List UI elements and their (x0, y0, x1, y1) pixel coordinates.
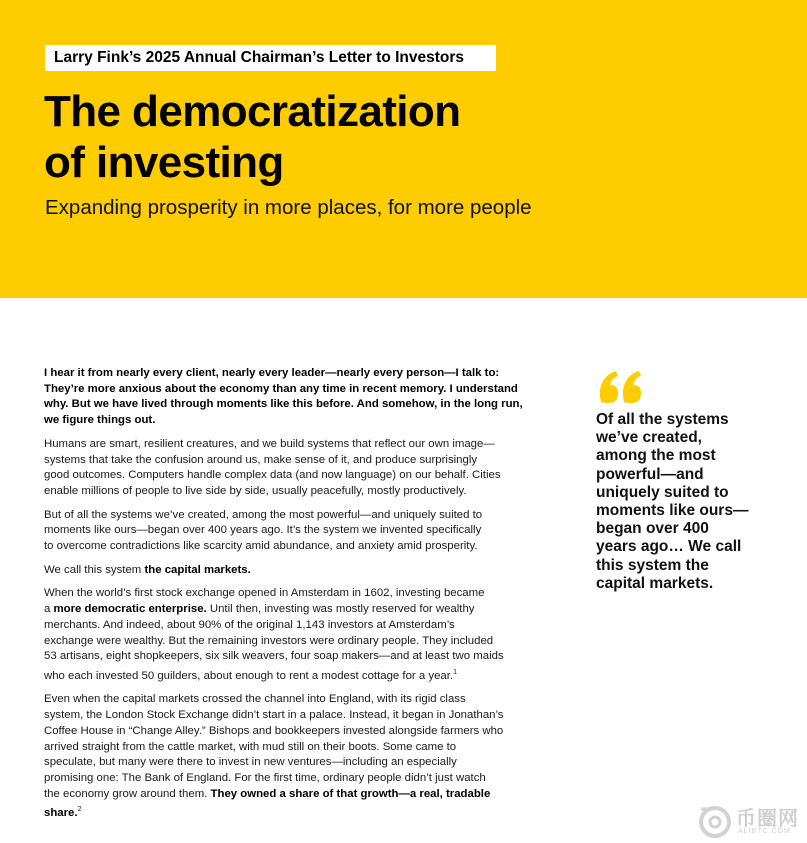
quote-line: this system the (596, 556, 709, 574)
text-run: the economy grow around them. (44, 787, 211, 800)
pull-quote (596, 368, 786, 593)
text-line: 53 artisans, eight shopkeepers, six silk weavers, four soap makers—and at least two maids (44, 650, 504, 663)
quote-line: powerful—and (596, 465, 704, 483)
text-line: good outcomes. Computers handle complex data (and now language) on our behalf. Cities (44, 469, 501, 482)
text-line: to overcome contradictions like scarcity amid abundance, and anxiety amid prosperity. (44, 540, 478, 553)
quote-line: among the most (596, 447, 716, 465)
bold-run: the capital markets. (144, 563, 251, 576)
page-title (44, 86, 764, 188)
quote-line: uniquely suited to (596, 483, 729, 501)
paragraph-systems (44, 508, 569, 555)
bold-run: more democratic enterprise. (53, 603, 207, 616)
paragraph-humans (44, 437, 569, 500)
text-line: system, the London Stock Exchange didn’t start in a palace. Instead, it began in Jonathan’s (44, 709, 504, 722)
text-line: But of all the systems we’ve created, among the most powerful—and uniquely suited to (44, 508, 483, 521)
text-line (44, 787, 569, 803)
intro-line: we figure things out. (44, 414, 156, 427)
text-line (44, 602, 569, 618)
text-line: systems that take the confusion around us, make sense of it, and produce surprisingly (44, 453, 478, 466)
watermark-subtext: ALIBTC.COM (738, 828, 791, 835)
quote-line: began over 400 (596, 520, 709, 538)
text-line: Coffee House in “Change Alley.” Bishops and bookkeepers invested alongside farmers who (44, 724, 504, 737)
quote-line: moments like ours— (596, 502, 749, 520)
text-line (44, 665, 569, 685)
intro-line: They’re more anxious about the economy than any time in recent memory. I understand (44, 382, 518, 395)
title-line-1: The democratization (44, 87, 461, 136)
quote-line: capital markets. (596, 574, 714, 592)
page-subtitle: Expanding prosperity in more places, for more people (45, 196, 532, 219)
text-line: merchants. And indeed, about 90% of the original 1,143 investors at Amsterdam’s (44, 618, 455, 631)
text-run: We call this system (44, 563, 145, 576)
footnote-marker[interactable]: 1 (453, 668, 457, 676)
text-run: a (44, 603, 54, 616)
text-line: Even when the capital markets crossed the channel into England, with its rigid class (44, 693, 466, 706)
text-line: enable millions of people to live side by side, usually peacefully, mostly productively. (44, 484, 467, 497)
quote-line: we’ve created, (596, 429, 702, 447)
paragraph-london (44, 692, 569, 821)
quote-line: years ago… We call (596, 538, 742, 556)
intro-paragraph (44, 366, 569, 429)
text-line: moments like ours—began over 400 years ago. It’s the system we invented specifically (44, 524, 482, 537)
paragraph-amsterdam (44, 586, 569, 684)
title-line-2: of investing (44, 138, 284, 187)
text-line: exchange were wealthy. But the remaining investors were ordinary people. They included (44, 634, 494, 647)
footnote-marker[interactable]: 2 (77, 806, 82, 814)
letter-kicker: Larry Fink’s 2025 Annual Chairman’s Letter to Investors (45, 45, 496, 71)
text-line: speculate, but many were there to invest in new ventures—including an especially (44, 756, 457, 769)
bold-run: share. (44, 807, 78, 820)
bold-run: They owned a share of that growth—a real, tradable (210, 787, 491, 800)
quote-line: Of all the systems (596, 411, 729, 428)
watermark (697, 800, 805, 840)
text-line: arrived straight from the cattle market, with mud still on their boots. Some came to (44, 740, 457, 753)
intro-line: I hear it from nearly every client, nearly every leader—nearly every person—I talk to: (44, 367, 500, 379)
paragraph-capital-markets (44, 563, 569, 579)
article-body (44, 366, 569, 830)
text-line (44, 802, 569, 822)
watermark-text: 币圈网 (736, 808, 799, 830)
header-banner (0, 0, 807, 298)
text-line: promising one: The Bank of England. For the first time, ordinary people didn’t just watch (44, 771, 486, 784)
text-line: Humans are smart, resilient creatures, and we build systems that reflect our own image— (44, 437, 495, 450)
text-line: When the world’s first stock exchange opened in Amsterdam in 1602, investing became (44, 587, 485, 600)
pull-quote-text (596, 411, 786, 593)
text-line (44, 563, 569, 579)
text-run: who each invested 50 guilders, about enough to rent a modest cottage for a year. (44, 669, 454, 682)
text-run: Until then, investing was mostly reserved for wealthy (206, 603, 475, 616)
quote-icon (596, 368, 646, 408)
intro-line: why. But we have lived through moments like this before. And somehow, in the long run, (44, 398, 523, 411)
watermark-logo-icon (697, 803, 733, 839)
